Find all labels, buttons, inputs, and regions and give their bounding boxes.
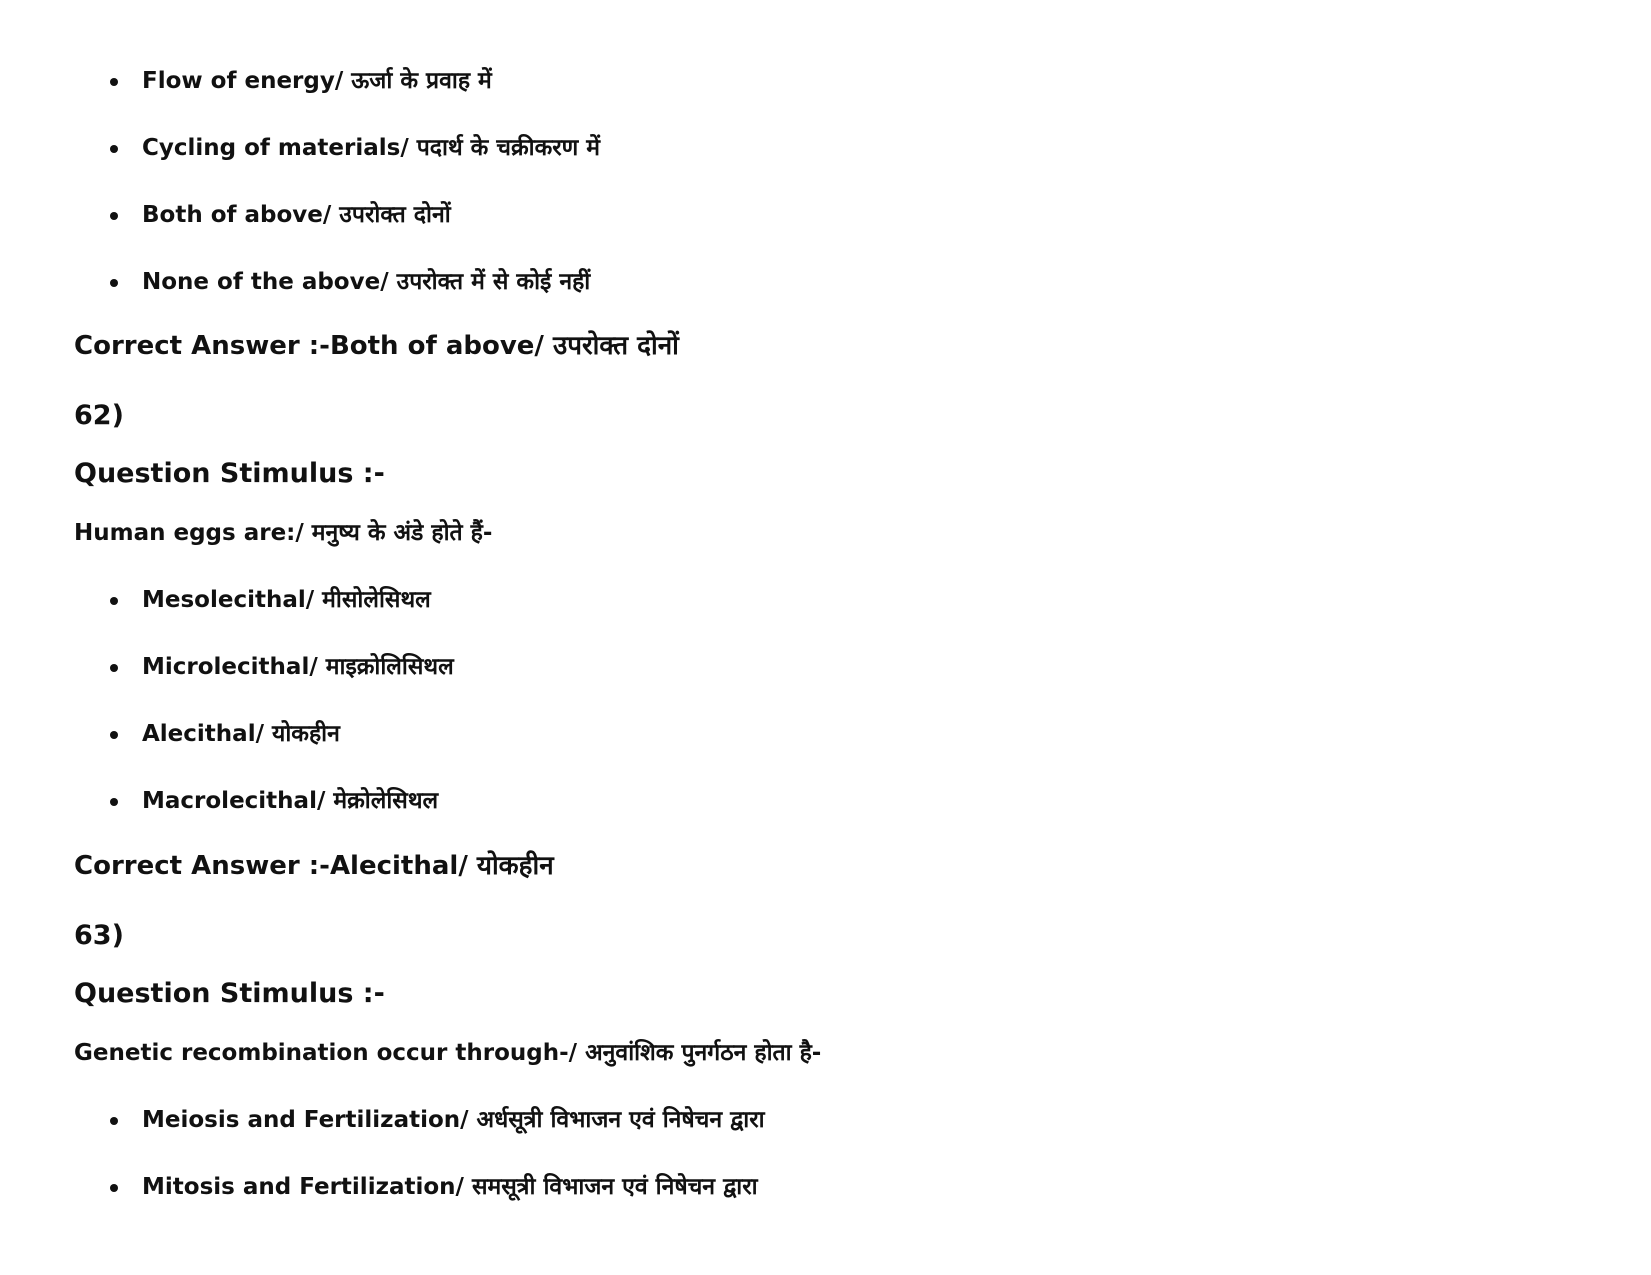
bullet-icon	[110, 597, 118, 605]
bullet-icon	[110, 731, 118, 739]
correct-answer: Correct Answer :-Alecithal/ योकहीन	[74, 851, 554, 881]
question-number: 62)	[74, 400, 124, 431]
option-text: Meiosis and Fertilization/ अर्धसूत्री विभाजन एवं निषेचन द्वारा	[142, 1107, 765, 1133]
bullet-icon	[110, 664, 118, 672]
option-text: None of the above/ उपरोक्त में से कोई नहीं	[142, 269, 591, 295]
option-text: Microlecithal/ माइक्रोलिसिथल	[142, 654, 454, 680]
option-text: Alecithal/ योकहीन	[142, 721, 340, 747]
bullet-icon	[110, 78, 118, 86]
bullet-icon	[110, 212, 118, 220]
bullet-icon	[110, 1184, 118, 1192]
bullet-icon	[110, 145, 118, 153]
option-text: Flow of energy/ ऊर्जा के प्रवाह में	[142, 68, 492, 94]
bullet-icon	[110, 1117, 118, 1125]
bullet-icon	[110, 279, 118, 287]
question-stimulus-label: Question Stimulus :-	[74, 978, 385, 1009]
question-stimulus-text: Genetic recombination occur through-/ अनुवांशिक पुनर्गठन होता है-	[74, 1040, 822, 1066]
question-stimulus-label: Question Stimulus :-	[74, 458, 385, 489]
option-text: Mesolecithal/ मीसोलेसिथल	[142, 587, 431, 613]
option-text: Cycling of materials/ पदार्थ के चक्रीकरण में	[142, 135, 601, 161]
correct-answer: Correct Answer :-Both of above/ उपरोक्त दोनों	[74, 331, 679, 361]
option-text: Mitosis and Fertilization/ समसूत्री विभाजन एवं निषेचन द्वारा	[142, 1174, 758, 1200]
option-text: Both of above/ उपरोक्त दोनों	[142, 202, 451, 228]
question-number: 63)	[74, 920, 124, 951]
bullet-icon	[110, 798, 118, 806]
option-text: Macrolecithal/ मेक्रोलेसिथल	[142, 788, 439, 814]
question-stimulus-text: Human eggs are:/ मनुष्य के अंडे होते हैं-	[74, 520, 493, 546]
